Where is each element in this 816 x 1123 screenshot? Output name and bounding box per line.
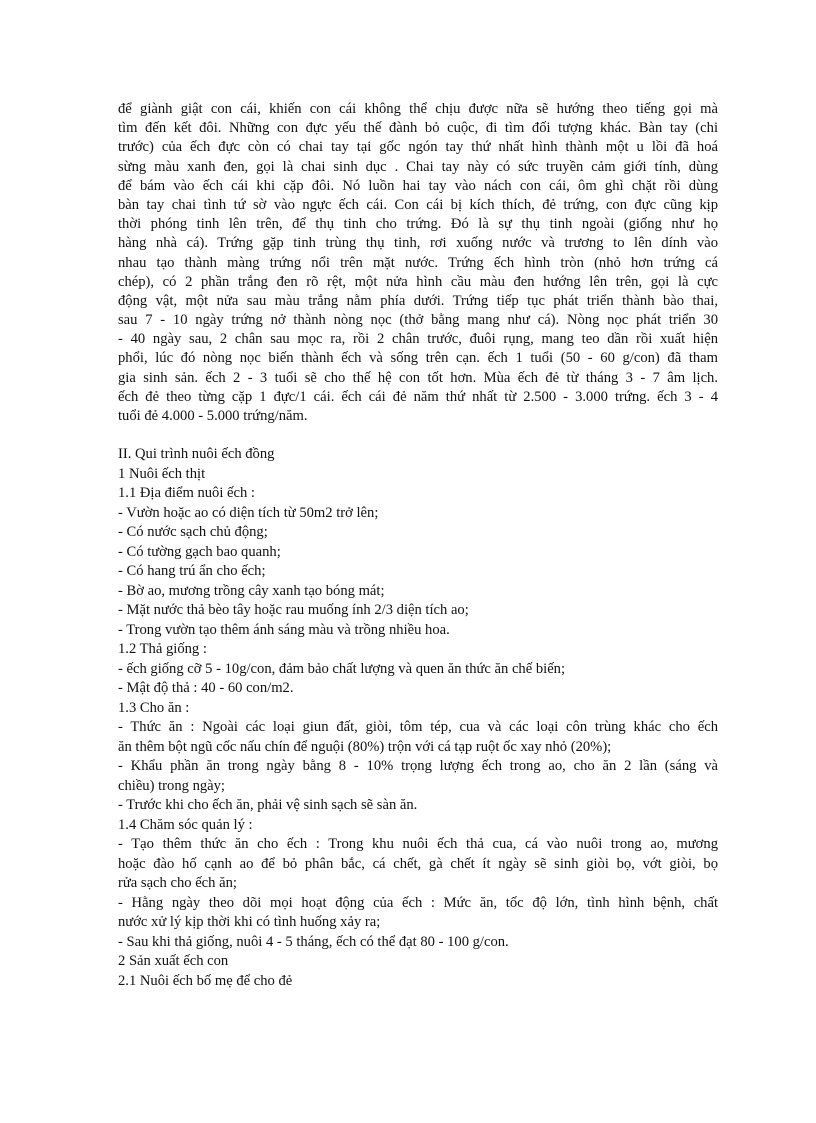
paragraph-line: ếch đẻ theo từng cặp 1 đực/1 cái. ếch cái đẻ năm thứ nhất từ 2.500 - 3.000 trứng. ếch 3 - 4 [118,388,718,405]
list-item: - Trong vườn tạo thêm ánh sáng màu và trồng nhiều hoa. [118,621,450,638]
paragraph-line: để giành giật con cái, khiến con cái không thể chịu được nữa sẽ hướng theo tiếng gọi mà [118,101,718,117]
paragraph-line: - 40 ngày sau, 2 chân sau mọc ra, rồi 2 chân trước, đuôi rụng, mang teo dần rồi xuất hiện [118,331,718,348]
subsection-heading: 1.4 Chăm sóc quản lý : [118,816,253,833]
list-item: - Hằng ngày theo dõi mọi hoạt động của ếch : Mức ăn, tốc độ lớn, tình hình bệnh, chất [118,894,718,911]
list-item: rửa sạch cho ếch ăn; [118,875,237,892]
list-item: - Mật độ thả : 40 - 60 con/m2. [118,680,294,697]
paragraph-line: sau 7 - 10 ngày trứng nở thành nòng nọc (thở bằng mang như cá). Nòng nọc phát triển 30 [118,312,718,329]
subsection-heading: 2.1 Nuôi ếch bố mẹ để cho đẻ [118,972,293,989]
list-item: hoặc đào hố cạnh ao để bỏ phân bắc, cá chết, gà chết ít ngày sẽ sinh giòi bọ, vớt giòi, bọ [118,855,718,872]
body-paragraph [118,100,718,426]
subsection-heading: 1.1 Địa điểm nuôi ếch : [118,485,255,502]
section-title: 1 Nuôi ếch thịt [118,465,206,482]
paragraph-line: nhau tạo thành màng trứng nổi trên mặt nước. Trứng ếch hình tròn (nhỏ hơn trứng cá [118,254,718,271]
list-item: chiều) trong ngày; [118,777,225,794]
list-item: - Vườn hoặc ao có diện tích từ 50m2 trở lên; [118,504,379,521]
list-item: - Mặt nước thả bèo tây hoặc rau muống ính 2/3 diện tích ao; [118,602,469,619]
paragraph-line: chép), có 2 phần trắng đen rõ rệt, một nửa hình cầu màu đen hướng lên trên, gọi là cực [118,273,718,290]
subsection-heading: 1.3 Cho ăn : [118,699,190,716]
list-item: - ếch giống cỡ 5 - 10g/con, đảm bảo chất lượng và quen ăn thức ăn chế biến; [118,660,566,677]
paragraph-line: tìm đến kết đôi. Những con đực yếu thế đành bỏ cuộc, đi tìm đối tượng khác. Bàn tay (chi [118,120,718,137]
list-item: nước xử lý kịp thời khi có tình huống xảy ra; [118,914,381,931]
paragraph-line: để bám vào ếch cái khi cặp đôi. Nó luồn hai tay vào nách con cái, ôm ghì chặt rồi dùng [118,177,718,194]
paragraph-line: bàn tay chai tình tứ sờ vào ngực ếch cái. Con cái bị kích thích, đẻ trứng, con đực cũng kịp [118,196,718,213]
paragraph-line: thời phóng tinh lên trên, để thụ tinh cho trứng. Đó là sự thụ tinh ngoài (giống như họ [118,216,718,233]
list-item: - Bờ ao, mương trồng cây xanh tạo bóng mát; [118,582,385,599]
list-item: - Sau khi thả giống, nuôi 4 - 5 tháng, ếch có thể đạt 80 - 100 g/con. [118,933,509,950]
paragraph-line: gia sinh sản. ếch 2 - 3 tuổi sẽ cho thế hệ con tốt hơn. Mùa ếch đẻ từ tháng 3 - 7 âm lịch. [118,369,718,386]
section-title: 2 Sản xuất ếch con [118,953,229,970]
subsection-heading: 1.2 Thả giống : [118,641,207,658]
paragraph-line: hàng nhà cá). Trứng gặp tinh trùng thụ tinh, rơi xuống nước và trương to lên dính vào [118,235,718,252]
list-item: - Có tường gạch bao quanh; [118,543,281,560]
section-heading: II. Qui trình nuôi ếch đồng [118,446,275,463]
list-item: - Có hang trú ẩn cho ếch; [118,563,266,580]
paragraph-line: phổi, lúc đó nòng nọc biến thành ếch và sống trên cạn. ếch 1 tuổi (50 - 60 g/con) đã tham [118,350,718,367]
list-item: - Có nước sạch chủ động; [118,524,268,541]
list-item: - Thức ăn : Ngoài các loại giun đất, giòi, tôm tép, cua và các loại côn trùng khác cho ếch [118,719,718,736]
list-item: - Trước khi cho ếch ăn, phải vệ sinh sạch sẽ sàn ăn. [118,797,418,814]
paragraph-line: sừng màu xanh đen, gọi là chai sinh dục . Chai tay này có sức truyền cảm giới tính, dùng [118,158,718,175]
process-sections [118,445,718,991]
paragraph-line: trước) của ếch đực còn có chai tay tại gốc ngón tay thứ nhất hình thành một u lồi đã hoá [118,139,718,156]
list-item: - Tạo thêm thức ăn cho ếch : Trong khu nuôi ếch thả cua, cá vào nuôi trong ao, mương [118,836,718,853]
list-item: ăn thêm bột ngũ cốc nấu chín để nguội (80%) trộn với cá tạp ruột ốc xay nhỏ (20%); [118,738,612,755]
list-item: - Khẩu phần ăn trong ngày bằng 8 - 10% trọng lượng ếch trong ao, cho ăn 2 lần (sáng và [118,758,718,775]
paragraph-line: tuổi đẻ 4.000 - 5.000 trứng/năm. [118,408,308,424]
paragraph-line: động vật, một nửa sau màu trắng nằm phía dưới. Trứng tiếp tục phát triển thành bào thai, [118,292,718,309]
